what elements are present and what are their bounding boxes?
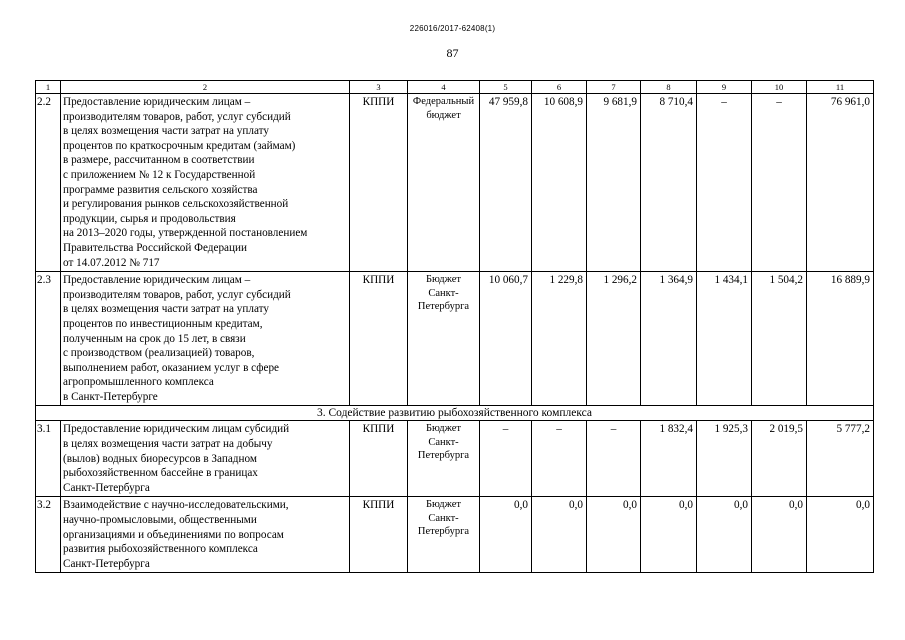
header-cell: 1 — [36, 81, 61, 94]
funding-source-line: бюджет — [426, 109, 461, 121]
value-cell: 0,0 — [697, 497, 752, 573]
row-number: 2.2 — [36, 94, 61, 272]
value-cell: 0,0 — [752, 497, 807, 573]
row-description — [61, 497, 350, 573]
description-line: рыбохозяйственном бассейне в границах — [63, 467, 258, 480]
description-line: производителям товаров, работ, услуг субсидий — [63, 288, 291, 301]
row-number: 2.3 — [36, 272, 61, 406]
funding-source-line: Бюджет — [425, 274, 462, 286]
funding-source-line: Бюджет — [425, 499, 462, 511]
header-cell: 3 — [350, 81, 408, 94]
table-row — [36, 421, 874, 497]
value-cell: 10 608,9 — [532, 94, 587, 272]
description-line: Предоставление юридическим лицам – — [63, 274, 251, 287]
header-cell: 2 — [61, 81, 350, 94]
description-line: в размере, рассчитанном в соответствии — [63, 154, 255, 167]
description-line: Взаимодействие с научно-исследовательскими, — [63, 499, 289, 512]
description-line: Правительства Российской Федерации — [63, 241, 247, 254]
value-cell: 1 296,2 — [587, 272, 641, 406]
funding-source-line: Петербурга — [417, 301, 470, 313]
description-line: в целях возмещения части затрат на уплату — [63, 125, 269, 138]
value-cell: – — [697, 94, 752, 272]
value-cell: 76 961,0 — [807, 94, 874, 272]
description-line: производителям товаров, работ, услуг субсидий — [63, 110, 291, 123]
page-number: 87 — [446, 46, 459, 60]
value-cell: 5 777,2 — [807, 421, 874, 497]
description-line: и регулирования рынков сельскохозяйственной — [63, 198, 289, 211]
value-cell: 0,0 — [587, 497, 641, 573]
header-row — [36, 81, 874, 94]
value-cell: 1 925,3 — [697, 421, 752, 497]
description-line: от 14.07.2012 № 717 — [63, 256, 160, 269]
funding-source-line: Санкт- — [428, 512, 459, 524]
description-line: Санкт-Петербурга — [63, 557, 150, 570]
value-cell: 1 229,8 — [532, 272, 587, 406]
description-line: в целях возмещения части затрат на добычу — [63, 438, 273, 451]
header-cell: 11 — [807, 81, 874, 94]
value-cell: – — [752, 94, 807, 272]
budget-table — [35, 80, 874, 573]
description-line: агропромышленного комплекса — [63, 376, 214, 389]
funding-source-line: Федеральный — [412, 96, 475, 107]
document-id: 226016/2017-62408(1) — [409, 24, 496, 33]
description-line: на 2013–2020 годы, утвержденной постановлением — [63, 227, 308, 240]
row-funding-source — [408, 94, 480, 272]
description-line: процентов по инвестиционным кредитам, — [63, 317, 263, 330]
description-line: Предоставление юридическим лицам субсидий — [63, 423, 290, 436]
description-line: в Санкт-Петербурге — [63, 390, 158, 403]
value-cell: 10 060,7 — [480, 272, 532, 406]
header-cell: 7 — [587, 81, 641, 94]
value-cell: 0,0 — [532, 497, 587, 573]
value-cell: 0,0 — [807, 497, 874, 573]
description-line: полученным на срок до 15 лет, в связи — [63, 332, 246, 345]
value-cell: 2 019,5 — [752, 421, 807, 497]
description-line: процентов по краткосрочным кредитам (займам) — [63, 139, 296, 152]
value-cell: 0,0 — [480, 497, 532, 573]
description-line: развития рыбохозяйственного комплекса — [63, 543, 258, 556]
description-line: организациями и объединениями по вопросам — [63, 528, 284, 541]
table-row — [36, 497, 874, 573]
header-cell: 8 — [641, 81, 697, 94]
funding-source-line: Санкт- — [428, 287, 459, 299]
table-row — [36, 94, 874, 272]
value-cell: 0,0 — [641, 497, 697, 573]
value-cell: 16 889,9 — [807, 272, 874, 406]
row-funding-source — [408, 421, 480, 497]
description-line: с приложением № 12 к Государственной — [63, 168, 256, 181]
description-line: Предоставление юридическим лицам – — [63, 96, 251, 108]
row-funding-source — [408, 272, 480, 406]
row-number: 3.1 — [36, 421, 61, 497]
row-executor: КППИ — [350, 272, 408, 406]
value-cell: – — [532, 421, 587, 497]
row-executor: КППИ — [350, 94, 408, 272]
description-line: выполнением работ, оказанием услуг в сфере — [63, 361, 280, 374]
description-line: Санкт-Петербурга — [63, 481, 150, 494]
value-cell: 8 710,4 — [641, 94, 697, 272]
funding-source-line: Бюджет — [425, 423, 462, 435]
value-cell: – — [587, 421, 641, 497]
header-cell: 5 — [480, 81, 532, 94]
value-cell: – — [480, 421, 532, 497]
description-line: продукции, сырья и продовольствия — [63, 212, 236, 225]
description-line: программе развития сельского хозяйства — [63, 183, 258, 196]
row-description — [61, 94, 350, 272]
description-line: научно-промысловыми, общественными — [63, 514, 257, 527]
row-description — [61, 272, 350, 406]
value-cell: 1 832,4 — [641, 421, 697, 497]
row-description — [61, 421, 350, 497]
value-cell: 9 681,9 — [587, 94, 641, 272]
funding-source-line: Санкт- — [428, 436, 459, 448]
value-cell: 1 504,2 — [752, 272, 807, 406]
table-row — [36, 272, 874, 406]
row-executor: КППИ — [350, 421, 408, 497]
description-line: (вылов) водных биоресурсов в Западном — [63, 452, 257, 465]
header-cell: 4 — [408, 81, 480, 94]
description-line: с производством (реализацией) товаров, — [63, 347, 255, 360]
row-number: 3.2 — [36, 497, 61, 573]
header-cell: 6 — [532, 81, 587, 94]
header-cell: 9 — [697, 81, 752, 94]
section-title: 3. Содействие развитию рыбохозяйственного комплекса — [36, 406, 874, 421]
funding-source-line: Петербурга — [417, 450, 470, 462]
value-cell: 1 364,9 — [641, 272, 697, 406]
value-cell: 47 959,8 — [480, 94, 532, 272]
row-funding-source — [408, 497, 480, 573]
row-executor: КППИ — [350, 497, 408, 573]
header-cell: 10 — [752, 81, 807, 94]
description-line: в целях возмещения части затрат на уплату — [63, 303, 269, 316]
value-cell: 1 434,1 — [697, 272, 752, 406]
section-row — [36, 406, 874, 421]
funding-source-line: Петербурга — [417, 526, 470, 538]
